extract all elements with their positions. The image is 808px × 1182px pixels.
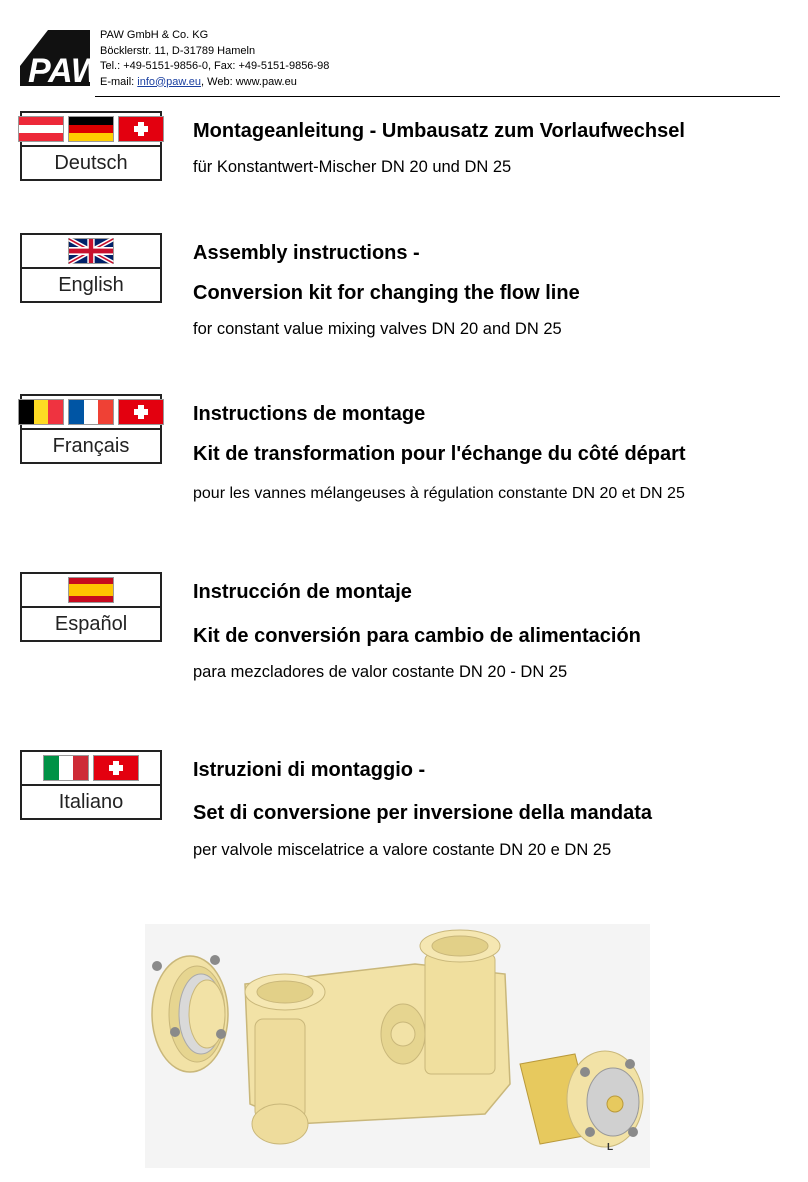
subtitle-espanol: para mezcladores de valor costante DN 20 - DN 25 [193,663,568,681]
switzerland-flag [118,116,164,142]
subtitle-italiano: per valvole miscelatrice a valore costante DN 20 e DN 25 [193,841,612,859]
title-english-line2: Conversion kit for changing the flow line [193,282,580,304]
company-name: PAW GmbH & Co. KG [100,29,209,41]
switzerland-flag [93,755,139,781]
title-italiano-line2: Set di conversione per inversione della mandata [193,802,653,824]
title-espanol-line2: Kit de conversión para cambio de alimentación [193,625,641,647]
flag-row [22,235,160,269]
france-flag [68,399,114,425]
flag-row [22,752,160,786]
svg-text:PAW: PAW [28,52,103,90]
language-label: Italiano [58,791,124,813]
title-francais-line2: Kit de transformation pour l'échange du côté départ [193,443,686,465]
austria-flag [18,116,64,142]
language-label: Français [52,435,130,457]
spain-flag [68,577,114,603]
language-label: Deutsch [54,152,128,174]
subtitle-english: for constant value mixing valves DN 20 and DN 25 [193,320,562,338]
subtitle-deutsch: für Konstantwert-Mischer DN 20 und DN 25 [193,158,512,176]
germany-flag [68,116,114,142]
left-flange [152,955,228,1072]
belgium-flag [18,399,64,425]
paw-logo [18,26,103,90]
web-text: , Web: www.paw.eu [201,75,297,88]
flag-row [22,396,160,430]
title-deutsch: Montageanleitung - Umbausatz zum Vorlaufwechsel [193,120,685,142]
language-box-espanol [20,572,162,642]
language-box-italiano [20,750,162,820]
language-label: Español [54,613,128,635]
language-box-english [20,233,162,303]
subtitle-francais: pour les vannes mélangeuses à régulation constante DN 20 et DN 25 [193,485,685,502]
email-label: E-mail: [100,75,138,88]
flag-row [22,113,160,147]
language-label: English [58,274,124,296]
company-info [100,28,329,90]
header-divider [95,96,780,97]
title-english-line1: Assembly instructions - [193,242,420,264]
title-francais-line1: Instructions de montage [193,403,426,425]
company-phone-fax: Tel.: +49-5151-9856-0, Fax: +49-5151-9856-98 [100,60,330,72]
company-address: Böcklerstr. 11, D-31789 Hameln [100,44,256,57]
language-box-francais [20,394,162,464]
title-espanol-line1: Instrucción de montaje [193,581,412,603]
uk-flag [68,238,114,264]
product-image-mixing-valve [145,924,650,1168]
switzerland-flag [118,399,164,425]
flag-row [22,574,160,608]
italy-flag [43,755,89,781]
language-box-deutsch [20,111,162,181]
title-italiano-line1: Istruzioni di montaggio - [193,759,426,781]
email-link[interactable]: info@paw.eu [137,75,202,88]
actuator-label: L [607,1142,614,1153]
company-contact [100,75,329,91]
